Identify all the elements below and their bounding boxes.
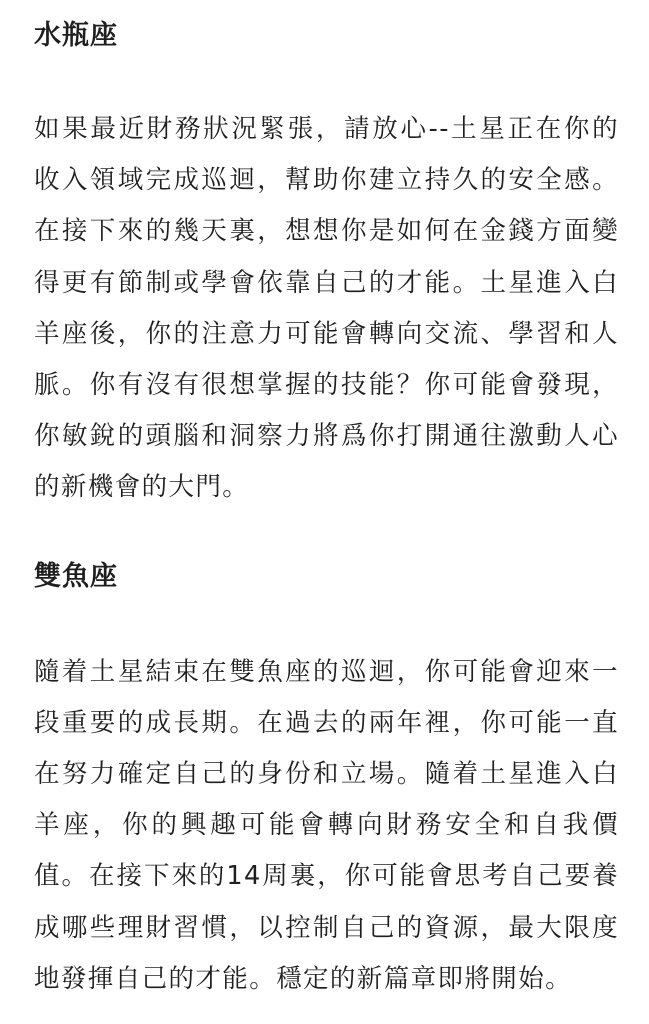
section-body-aquarius: 如果最近財務狀況緊張，請放心--土星正在你的收入領域完成巡迴，幫助你建立持久的安全感。在接下來的幾天裏，想想你是如何在金錢方面變得更有節制或學會依靠自己的才能。土星進入白羊座後，你的注意力可能會轉向交流、學習和人脈。你有沒有很想掌握的技能？你可能會發現，你敏銳的頭腦和洞察力將爲你打開通往激動人心的新機會的大門。 [34,114,619,503]
section-body-pisces: 隨着土星結束在雙魚座的巡迴，你可能會迎來一段重要的成長期。在過去的兩年裡，你可能一直在努力確定自己的身份和立場。隨着土星進入白羊座，你的興趣可能會轉向財務安全和自我價值。在接下來的14周裏，你可能會思考自己要養成哪些理財習慣，以控制自己的資源，最大限度地發揮自己的才能。穩定的新篇章即將開始。 [34,656,619,994]
section-heading-pisces: 雙魚座 [34,560,118,592]
section-heading-aquarius: 水瓶座 [34,20,118,51]
